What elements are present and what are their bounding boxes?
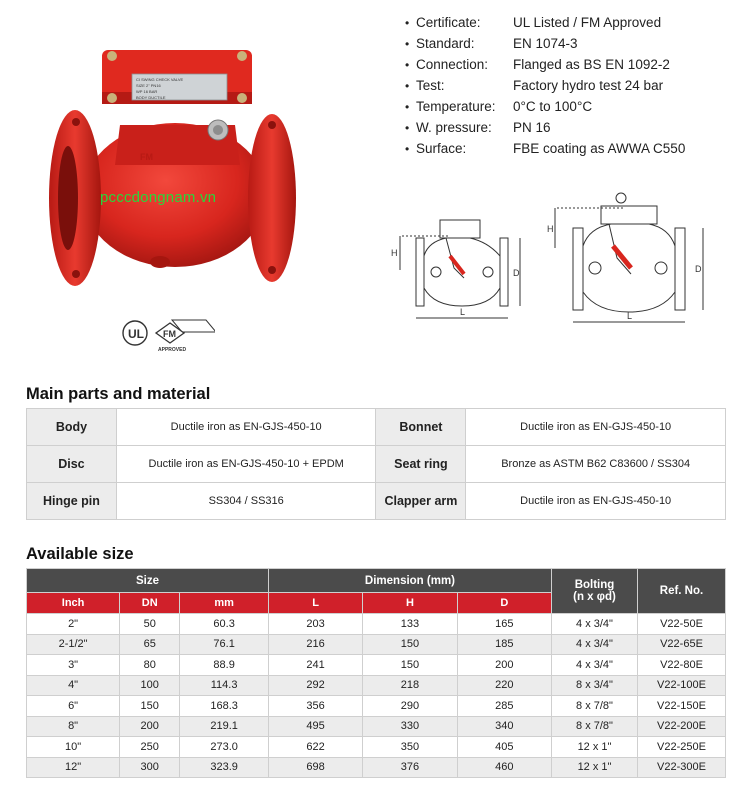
spec-row bbox=[405, 33, 745, 54]
spec-value: FBE coating as AWWA C550 bbox=[513, 141, 686, 156]
part-label: Bonnet bbox=[376, 409, 466, 446]
valve-product-image bbox=[40, 30, 300, 290]
table-cell: 203 bbox=[268, 614, 362, 635]
bullet: • bbox=[405, 120, 410, 135]
part-label: Hinge pin bbox=[27, 483, 117, 520]
table-cell: 8" bbox=[27, 716, 120, 737]
technical-drawing-small bbox=[388, 198, 530, 328]
sub-header-cell: L bbox=[268, 593, 362, 614]
bullet: • bbox=[405, 78, 410, 93]
parts-row bbox=[27, 409, 726, 446]
table-row bbox=[27, 716, 726, 737]
table-cell: 2" bbox=[27, 614, 120, 635]
part-material: Ductile iron as EN-GJS-450-10 bbox=[466, 483, 726, 520]
table-cell: 100 bbox=[120, 675, 180, 696]
table-cell: 218 bbox=[363, 675, 457, 696]
table-cell: 4 x 3/4" bbox=[552, 634, 638, 655]
spec-value: Factory hydro test 24 bar bbox=[513, 78, 664, 93]
spec-value: UL Listed / FM Approved bbox=[513, 15, 662, 30]
table-cell: 8 x 7/8" bbox=[552, 716, 638, 737]
table-cell: 219.1 bbox=[180, 716, 269, 737]
table-cell: 65 bbox=[120, 634, 180, 655]
table-cell: 50 bbox=[120, 614, 180, 635]
table-cell: 10" bbox=[27, 737, 120, 758]
table-cell: 200 bbox=[120, 716, 180, 737]
table-cell: 216 bbox=[268, 634, 362, 655]
table-cell: 165 bbox=[457, 614, 551, 635]
table-cell: 6" bbox=[27, 696, 120, 717]
table-cell: 622 bbox=[268, 737, 362, 758]
table-row bbox=[27, 614, 726, 635]
table-cell: 133 bbox=[363, 614, 457, 635]
bullet: • bbox=[405, 141, 410, 156]
table-cell: 114.3 bbox=[180, 675, 269, 696]
table-cell: 356 bbox=[268, 696, 362, 717]
parts-row bbox=[27, 446, 726, 483]
spec-key: W. pressure: bbox=[416, 120, 492, 135]
table-row bbox=[27, 737, 726, 758]
plate-line-4: BODY DUCTILE bbox=[136, 95, 166, 100]
table-cell: 4 x 3/4" bbox=[552, 614, 638, 635]
table-cell: 698 bbox=[268, 757, 362, 778]
table-cell: 340 bbox=[457, 716, 551, 737]
table-cell: 495 bbox=[268, 716, 362, 737]
table-cell: 150 bbox=[120, 696, 180, 717]
table-cell: 330 bbox=[363, 716, 457, 737]
svg-text:H: H bbox=[547, 224, 554, 234]
sub-header-cell: mm bbox=[180, 593, 269, 614]
spec-row bbox=[405, 138, 745, 159]
table-cell: 2-1/2" bbox=[27, 634, 120, 655]
watermark-text: pcccdongnam.vn bbox=[100, 189, 217, 206]
bullet: • bbox=[405, 57, 410, 72]
spec-value: Flanged as BS EN 1092-2 bbox=[513, 57, 670, 72]
svg-text:H: H bbox=[391, 248, 398, 258]
svg-text:FM: FM bbox=[140, 152, 153, 162]
table-row bbox=[27, 634, 726, 655]
table-cell: 405 bbox=[457, 737, 551, 758]
table-cell: 290 bbox=[363, 696, 457, 717]
table-cell: 76.1 bbox=[180, 634, 269, 655]
svg-text:D: D bbox=[695, 264, 702, 274]
table-cell: V22-200E bbox=[638, 716, 726, 737]
table-cell: V22-300E bbox=[638, 757, 726, 778]
spec-row bbox=[405, 54, 745, 75]
spec-key: Temperature: bbox=[416, 99, 496, 114]
table-cell: 60.3 bbox=[180, 614, 269, 635]
table-row bbox=[27, 675, 726, 696]
table-cell: 323.9 bbox=[180, 757, 269, 778]
part-material: Ductile iron as EN-GJS-450-10 + EPDM bbox=[116, 446, 376, 483]
spec-value: EN 1074-3 bbox=[513, 36, 578, 51]
table-row bbox=[27, 696, 726, 717]
sizes-section-title: Available size bbox=[26, 545, 134, 563]
bullet: • bbox=[405, 99, 410, 114]
table-cell: 12 x 1" bbox=[552, 757, 638, 778]
part-material: Ductile iron as EN-GJS-450-10 bbox=[116, 409, 376, 446]
table-cell: 3" bbox=[27, 655, 120, 676]
header-dimension: Dimension (mm) bbox=[268, 569, 551, 593]
spec-key: Test: bbox=[416, 78, 445, 93]
table-cell: V22-80E bbox=[638, 655, 726, 676]
part-material: SS304 / SS316 bbox=[116, 483, 376, 520]
spec-key: Standard: bbox=[416, 36, 475, 51]
svg-text:L: L bbox=[627, 311, 633, 321]
header-size: Size bbox=[27, 569, 269, 593]
table-row bbox=[27, 757, 726, 778]
table-cell: 376 bbox=[363, 757, 457, 778]
header-ref-no: Ref. No. bbox=[638, 569, 726, 614]
table-cell: 185 bbox=[457, 634, 551, 655]
parts-row bbox=[27, 483, 726, 520]
table-cell: 4 x 3/4" bbox=[552, 655, 638, 676]
sub-header-cell: DN bbox=[120, 593, 180, 614]
spec-key: Certificate: bbox=[416, 15, 481, 30]
sub-header-cell: Inch bbox=[27, 593, 120, 614]
fm-logo-text: FM bbox=[163, 329, 176, 339]
svg-text:D: D bbox=[513, 268, 520, 278]
table-cell: 88.9 bbox=[180, 655, 269, 676]
table-cell: 12 x 1" bbox=[552, 737, 638, 758]
table-cell: 4" bbox=[27, 675, 120, 696]
plate-line-3: WP 16 BAR bbox=[136, 89, 158, 94]
spec-value: PN 16 bbox=[513, 120, 551, 135]
part-label: Seat ring bbox=[376, 446, 466, 483]
table-cell: 150 bbox=[363, 634, 457, 655]
parts-table bbox=[26, 408, 726, 520]
part-label: Disc bbox=[27, 446, 117, 483]
svg-text:L: L bbox=[460, 307, 466, 317]
ul-logo: UL bbox=[128, 327, 144, 341]
bullet: • bbox=[405, 36, 410, 51]
table-cell: 292 bbox=[268, 675, 362, 696]
sub-header-cell: D bbox=[457, 593, 551, 614]
table-cell: 460 bbox=[457, 757, 551, 778]
parts-section-title: Main parts and material bbox=[26, 385, 211, 403]
table-cell: 150 bbox=[363, 655, 457, 676]
part-label: Body bbox=[27, 409, 117, 446]
header-bolting: Bolting (n x φd) bbox=[552, 569, 638, 614]
part-material: Ductile iron as EN-GJS-450-10 bbox=[466, 409, 726, 446]
table-cell: 8 x 7/8" bbox=[552, 696, 638, 717]
table-cell: 241 bbox=[268, 655, 362, 676]
certification-logos bbox=[120, 318, 215, 354]
sub-header-cell: H bbox=[363, 593, 457, 614]
part-label: Clapper arm bbox=[376, 483, 466, 520]
spec-row bbox=[405, 75, 745, 96]
spec-row bbox=[405, 12, 745, 33]
technical-drawing-large bbox=[545, 188, 715, 328]
table-cell: V22-50E bbox=[638, 614, 726, 635]
table-cell: 200 bbox=[457, 655, 551, 676]
table-cell: V22-100E bbox=[638, 675, 726, 696]
table-cell: 168.3 bbox=[180, 696, 269, 717]
table-cell: 350 bbox=[363, 737, 457, 758]
spec-row bbox=[405, 96, 745, 117]
table-cell: V22-250E bbox=[638, 737, 726, 758]
spec-key: Surface: bbox=[416, 141, 467, 156]
table-cell: V22-65E bbox=[638, 634, 726, 655]
table-cell: 8 x 3/4" bbox=[552, 675, 638, 696]
bullet: • bbox=[405, 15, 410, 30]
spec-key: Connection: bbox=[416, 57, 489, 72]
table-cell: 300 bbox=[120, 757, 180, 778]
spec-list bbox=[405, 12, 745, 159]
table-cell: 80 bbox=[120, 655, 180, 676]
spec-row bbox=[405, 117, 745, 138]
size-table bbox=[26, 568, 726, 778]
table-cell: 250 bbox=[120, 737, 180, 758]
part-material: Bronze as ASTM B62 C83600 / SS304 bbox=[466, 446, 726, 483]
table-cell: V22-150E bbox=[638, 696, 726, 717]
table-row bbox=[27, 655, 726, 676]
plate-line-2: SIZE 2" PN16 bbox=[136, 83, 161, 88]
spec-value: 0°C to 100°C bbox=[513, 99, 593, 114]
fm-approved-text: APPROVED bbox=[158, 347, 187, 353]
table-cell: 220 bbox=[457, 675, 551, 696]
table-cell: 285 bbox=[457, 696, 551, 717]
table-cell: 12" bbox=[27, 757, 120, 778]
table-cell: 273.0 bbox=[180, 737, 269, 758]
plate-line-1: CI SWING CHECK VALVE bbox=[136, 77, 184, 82]
